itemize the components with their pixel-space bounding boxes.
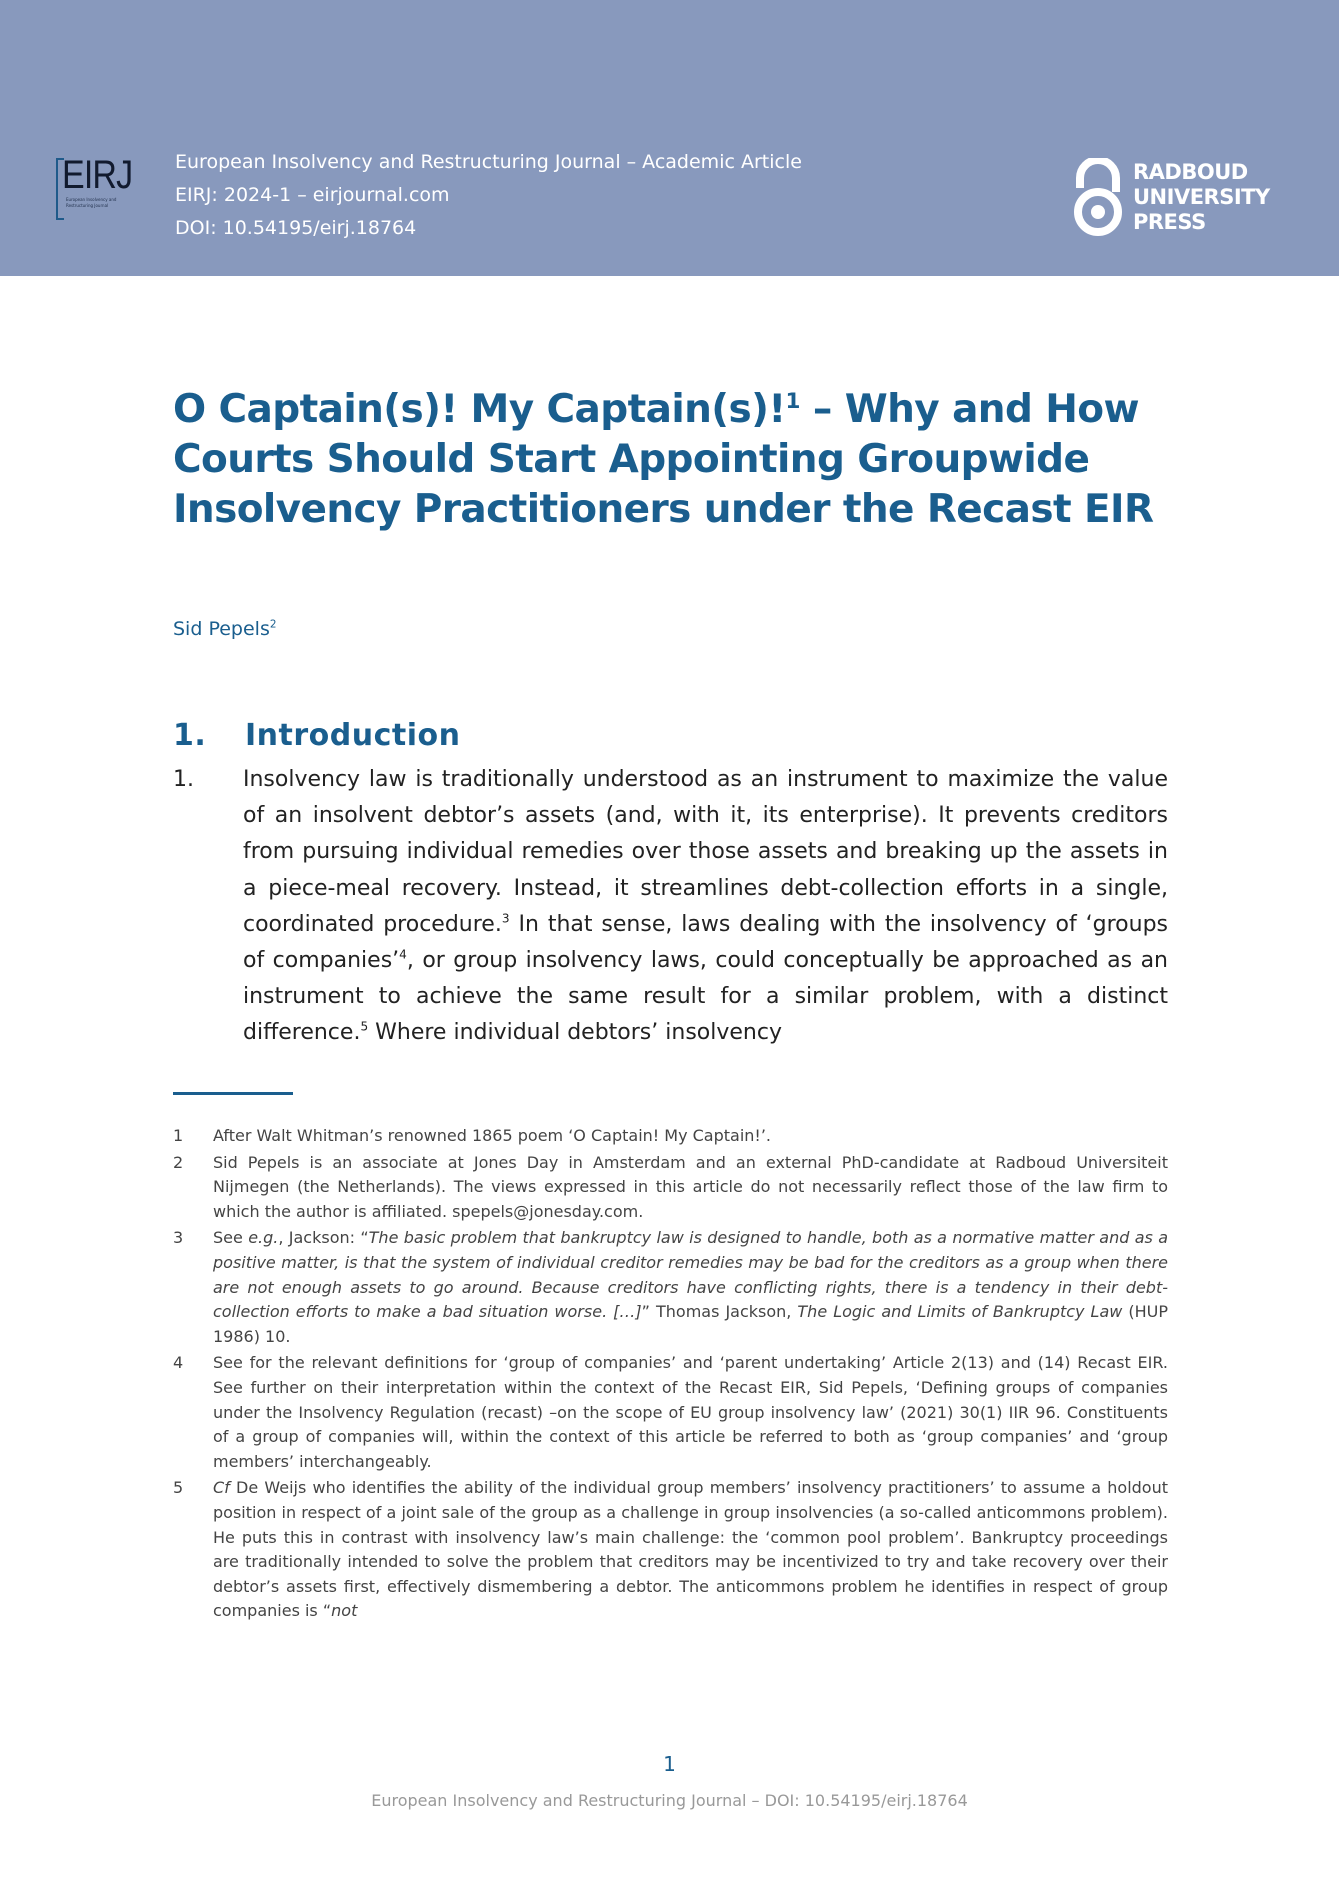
footnote-ref[interactable]: 3 — [501, 911, 510, 926]
paragraph-text: Insolvency law is traditionally understood as an instrument to maximize the value of an insolvent debtor’s assets (and, with it, its enterprise). It prevents creditors from pursuing individual remedies over those assets and breaking up the assets in a piece-meal recovery. Instead, it streamlines debt-collection efforts in a single, coordinated procedure.$^3$ In that sense, laws dealing with the insolvency of ‘groups of companies’$^4$, or group insolvency laws, could conceptually be approached as an instrument to achieve the same result for a similar problem, with a distinct difference.$^5$ Where individual debtors’ insolvency — [243, 767, 1168, 1046]
footnote — [173, 1151, 1168, 1225]
footnote-number: 2 — [173, 1152, 184, 1172]
publisher-line: UNIVERSITY — [1133, 185, 1270, 209]
footnote-text: Sid Pepels is an associate at Jones Day in Amsterdam and an external PhD-candidate at Radboud Universiteit Nijmegen (the Netherlands). The views expressed in this article do not necessarily reflect those of the law firm to which the author is affiliated. spepels@jonesday.com. — [213, 1152, 1168, 1221]
footnote-text: See for the relevant definitions for ‘group of companies’ and ‘parent undertaking’ Article 2(13) and (14) Recast EIR. See further on their interpretation within the context of the Recast EIR, Sid Pepels, ‘Defining groups of companies under the Insolvency Regulation (recast) –on the scope of EU group insolvency law’ (2021) 30(1) IIR 96. Constituents of a group of companies will, within the context of this article be referred to both as ‘group companies’ and ‘group members’ interchangeably. — [213, 1353, 1168, 1471]
footnote-divider — [173, 1092, 293, 1095]
logo-letters: EIRJ — [62, 153, 133, 197]
doi-line: DOI: 10.54195/eirj.18764 — [175, 217, 417, 239]
footnote-text: See e.g., Jackson: “The basic problem that bankruptcy law is designed to handle, both as a normative matter and as a positive matter, is that the system of individual creditor remedies may be bad for the creditors as a group when there are not enough assets to go around. Because creditors have conflicting rights, there is a tendency in their debt-collection efforts to make a bad situation worse. […]” Thomas Jackson, The Logic and Limits of Bankruptcy Law (HUP 1986) 10. — [213, 1228, 1169, 1346]
paragraph-number: 1. — [173, 767, 194, 792]
section-heading — [173, 718, 460, 753]
footnote-number: 3 — [173, 1228, 184, 1248]
footnote-number: 4 — [173, 1353, 184, 1373]
journal-name-line: European Insolvency and Restructuring Journal – Academic Article — [175, 151, 802, 173]
footnote-ref[interactable]: 1 — [785, 389, 800, 414]
footnote — [173, 1226, 1168, 1349]
logo-subtitle: European Insolvency and Restructuring Journal — [66, 197, 117, 208]
footnote — [173, 1476, 1168, 1624]
footnote-ref[interactable]: 5 — [360, 1020, 369, 1035]
footnote — [173, 1124, 1168, 1149]
footnotes — [173, 1124, 1168, 1626]
footnote-text: Cf De Weijs who identifies the ability of the individual group members’ insolvency practitioners’ to assume a holdout position in respect of a joint sale of the group as a challenge in group insolvencies (a so-called anticommons problem). He puts this in contrast with insolvency law’s main challenge: the ‘common pool problem’. Bankruptcy proceedings are traditionally intended to solve the problem that creditors may be incentivized to try and take recovery over their debtor’s assets first, effectively dismembering a debtor. The anticommons problem he identifies in respect of group companies is “not — [213, 1478, 1168, 1621]
journal-header-banner — [0, 0, 1339, 276]
footnote-number: 5 — [173, 1478, 184, 1498]
section-number: 1. — [173, 718, 207, 753]
footnote-text: After Walt Whitman’s renowned 1865 poem ‘O Captain! My Captain!’. — [213, 1126, 772, 1145]
running-footer: European Insolvency and Restructuring Journal – DOI: 10.54195/eirj.18764 — [371, 1791, 968, 1810]
footnote-number: 1 — [173, 1126, 184, 1145]
author-name: Sid Pepels$^2$ — [173, 618, 277, 640]
section-title: Introduction — [245, 718, 461, 753]
footnote-ref[interactable]: 2 — [269, 618, 277, 631]
publisher-line: RADBOUD — [1133, 160, 1248, 184]
footnote — [173, 1351, 1168, 1474]
issue-line: EIRJ: 2024-1 – eirjournal.com — [175, 184, 450, 206]
publisher-name — [1133, 160, 1270, 235]
page-number: 1 — [663, 1752, 676, 1776]
journal-info — [175, 146, 802, 245]
publisher-line: PRESS — [1133, 210, 1206, 234]
eirj-logo — [56, 155, 136, 217]
footnote-ref[interactable]: 4 — [399, 947, 407, 962]
body-paragraph — [173, 762, 1168, 1052]
open-access-icon — [1068, 158, 1128, 238]
article-title: O Captain(s)! My Captain(s)!$^1$ – Why and How Courts Should Start Appointing Groupwide Insolvency Practitioners under the Recast EIR — [173, 387, 1154, 532]
